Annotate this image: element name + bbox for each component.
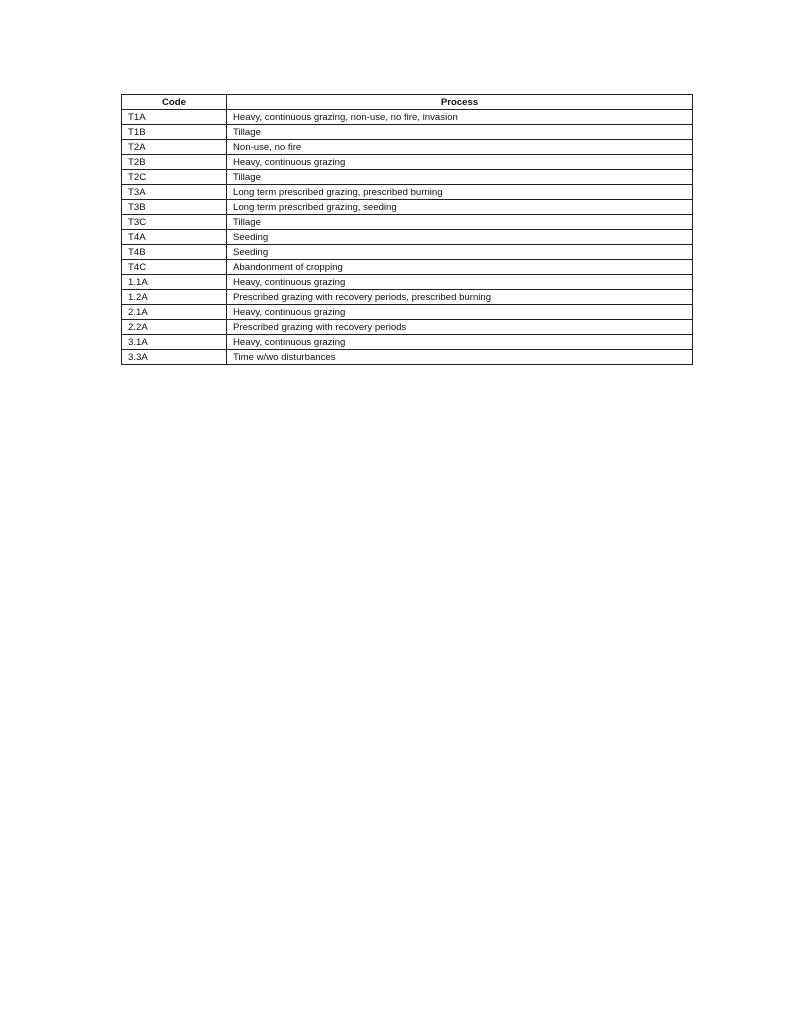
table-row xyxy=(122,215,693,230)
code-cell: 1.2A xyxy=(122,290,227,305)
process-cell: Tillage xyxy=(227,125,693,140)
table-header-row xyxy=(122,95,693,110)
process-cell: Seeding xyxy=(227,245,693,260)
table-body xyxy=(122,110,693,365)
code-cell: T4C xyxy=(122,260,227,275)
table-row xyxy=(122,170,693,185)
code-cell: 1.1A xyxy=(122,275,227,290)
table-row xyxy=(122,290,693,305)
code-cell: T1A xyxy=(122,110,227,125)
code-cell: T2A xyxy=(122,140,227,155)
table-row xyxy=(122,305,693,320)
table-row xyxy=(122,200,693,215)
process-cell: Seeding xyxy=(227,230,693,245)
code-cell: T4A xyxy=(122,230,227,245)
code-cell: T4B xyxy=(122,245,227,260)
code-cell: T3B xyxy=(122,200,227,215)
column-header-code: Code xyxy=(122,95,227,110)
table-row xyxy=(122,245,693,260)
table-row xyxy=(122,350,693,365)
code-cell: T1B xyxy=(122,125,227,140)
code-cell: T2C xyxy=(122,170,227,185)
code-cell: T3C xyxy=(122,215,227,230)
process-table xyxy=(121,94,693,365)
table-row xyxy=(122,275,693,290)
process-cell: Non-use, no fire xyxy=(227,140,693,155)
table-row xyxy=(122,230,693,245)
table-row xyxy=(122,260,693,275)
process-cell: Heavy, continuous grazing xyxy=(227,155,693,170)
process-cell: Heavy, continuous grazing xyxy=(227,335,693,350)
process-cell: Tillage xyxy=(227,215,693,230)
process-cell: Long term prescribed grazing, seeding xyxy=(227,200,693,215)
table-row xyxy=(122,320,693,335)
process-cell: Heavy, continuous grazing xyxy=(227,275,693,290)
table-row xyxy=(122,110,693,125)
table-row xyxy=(122,185,693,200)
code-cell: 3.1A xyxy=(122,335,227,350)
process-cell: Heavy, continuous grazing, non-use, no fire, invasion xyxy=(227,110,693,125)
process-cell: Prescribed grazing with recovery periods xyxy=(227,320,693,335)
code-cell: 2.2A xyxy=(122,320,227,335)
process-cell: Time w/wo disturbances xyxy=(227,350,693,365)
process-cell: Long term prescribed grazing, prescribed burning xyxy=(227,185,693,200)
table-row xyxy=(122,125,693,140)
code-cell: 3.3A xyxy=(122,350,227,365)
column-header-process: Process xyxy=(227,95,693,110)
table-row xyxy=(122,140,693,155)
process-cell: Heavy, continuous grazing xyxy=(227,305,693,320)
code-cell: T2B xyxy=(122,155,227,170)
table-row xyxy=(122,155,693,170)
process-cell: Abandonment of cropping xyxy=(227,260,693,275)
code-cell: 2.1A xyxy=(122,305,227,320)
process-cell: Tillage xyxy=(227,170,693,185)
table-row xyxy=(122,335,693,350)
code-cell: T3A xyxy=(122,185,227,200)
process-cell: Prescribed grazing with recovery periods, prescribed burning xyxy=(227,290,693,305)
